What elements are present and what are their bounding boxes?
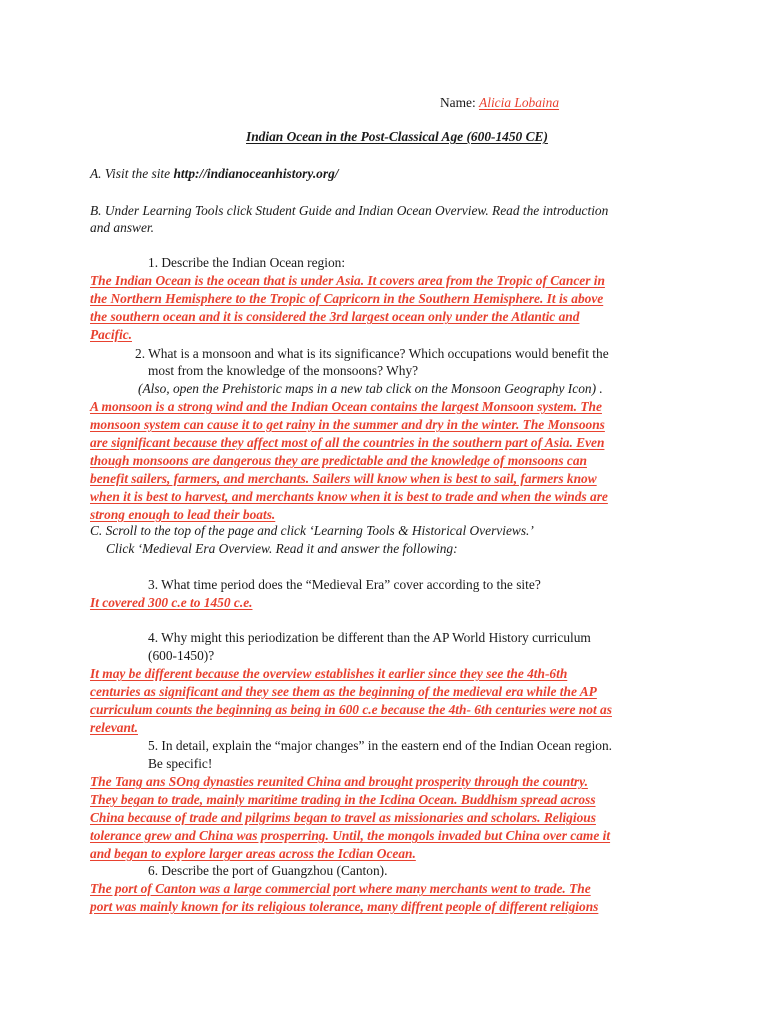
answer-4-line: It may be different because the overview establishes it earlier since they see the 4th-6th — [90, 666, 568, 681]
answer-3: It covered 300 c.e to 1450 c.e. — [90, 595, 253, 610]
answer-5-line: The Tang ans SOng dynasties reunited China and brought prosperity through the country. — [90, 774, 588, 789]
question-5-line: 5. In detail, explain the “major changes” in the eastern end of the Indian Ocean region. — [148, 738, 613, 753]
site-url: http://indianoceanhistory.org/ — [173, 166, 339, 181]
question-6: 6. Describe the port of Guangzhou (Canton). — [148, 863, 388, 878]
section-b-line: and answer. — [90, 220, 154, 235]
name-line — [440, 94, 559, 111]
section-a — [90, 165, 339, 182]
section-c-line: Click ‘Medieval Era Overview. Read it and answer the following: — [106, 541, 458, 556]
answer-2-line: when it is best to harvest, and merchants know when it is best to trade and when the winds are — [90, 489, 608, 504]
question-4-line: 4. Why might this periodization be different than the AP World History curriculum — [148, 630, 591, 645]
answer-2-line: A monsoon is a strong wind and the Indian Ocean contains the largest Monsoon system. The — [90, 399, 602, 414]
answer-2-line: though monsoons are dangerous they are predictable and the knowledge of monsoons can — [90, 453, 587, 468]
answer-4-line: relevant. — [90, 720, 138, 735]
question-1: 1. Describe the Indian Ocean region: — [148, 255, 346, 270]
answer-2-line: monsoon system can cause it to get rainy in the summer and dry in the winter. The Monsoons — [90, 417, 605, 432]
answer-1-line: the Northern Hemisphere to the Tropic of Capricorn in the Southern Hemisphere. It is above — [90, 291, 604, 306]
answer-1-line: Pacific. — [90, 327, 133, 342]
question-2-line: 2. What is a monsoon and what is its significance? Which occupations would benefit the — [135, 346, 609, 361]
question-5-line: Be specific! — [148, 756, 213, 771]
answer-5-line: China because of trade and pilgrims began to travel as missionaries and scholars. Religious — [90, 810, 596, 825]
answer-1-line: the southern ocean and it is considered the 3rd largest ocean only under the Atlantic and — [90, 309, 580, 324]
answer-2-line: are significant because they affect most of all the countries in the southern part of Asia. Even — [90, 435, 605, 450]
document-title: Indian Ocean in the Post-Classical Age (600-1450 CE) — [246, 129, 548, 144]
student-name: Alicia Lobaina — [479, 95, 560, 110]
section-b-line: B. Under Learning Tools click Student Guide and Indian Ocean Overview. Read the introduction — [90, 203, 609, 218]
answer-2-line: strong enough to lead their boats. — [90, 507, 276, 522]
answer-2-line: benefit sailers, farmers, and merchants. Sailers will know when is best to sail, farmers know — [90, 471, 597, 486]
question-2-note: (Also, open the Prehistoric maps in a new tab click on the Monsoon Geography Icon) . — [138, 381, 603, 396]
answer-5-line: and began to explore larger areas across the Icdian Ocean. — [90, 846, 416, 861]
section-a-prefix: A. Visit the site — [90, 166, 174, 181]
question-4-line: (600-1450)? — [148, 648, 215, 663]
answer-5-line: tolerance grew and China was prosperring. Until, the mongols invaded but China over came it — [90, 828, 611, 843]
answer-4-line: curriculum counts the beginning as being in 600 c.e because the 4th- 6th centuries were not as — [90, 702, 612, 717]
answer-5-line: They began to trade, mainly maritime trading in the Icdina Ocean. Buddhism spread across — [90, 792, 596, 807]
answer-1-line: The Indian Ocean is the ocean that is under Asia. It covers area from the Tropic of Cancer in — [90, 273, 605, 288]
name-label: Name: — [440, 95, 480, 110]
question-2-line: most from the knowledge of the monsoons? Why? — [148, 363, 419, 378]
answer-6-line: The port of Canton was a large commercial port where many merchants went to trade. The — [90, 881, 591, 896]
question-3: 3. What time period does the “Medieval Era” cover according to the site? — [148, 577, 541, 592]
answer-6-line: port was mainly known for its religious tolerance, many diffrent people of different religions — [90, 899, 599, 914]
answer-4-line: centuries as significant and they see them as the beginning of the medieval era while the AP — [90, 684, 597, 699]
section-c-line: C. Scroll to the top of the page and click ‘Learning Tools & Historical Overviews.’ — [90, 523, 534, 538]
